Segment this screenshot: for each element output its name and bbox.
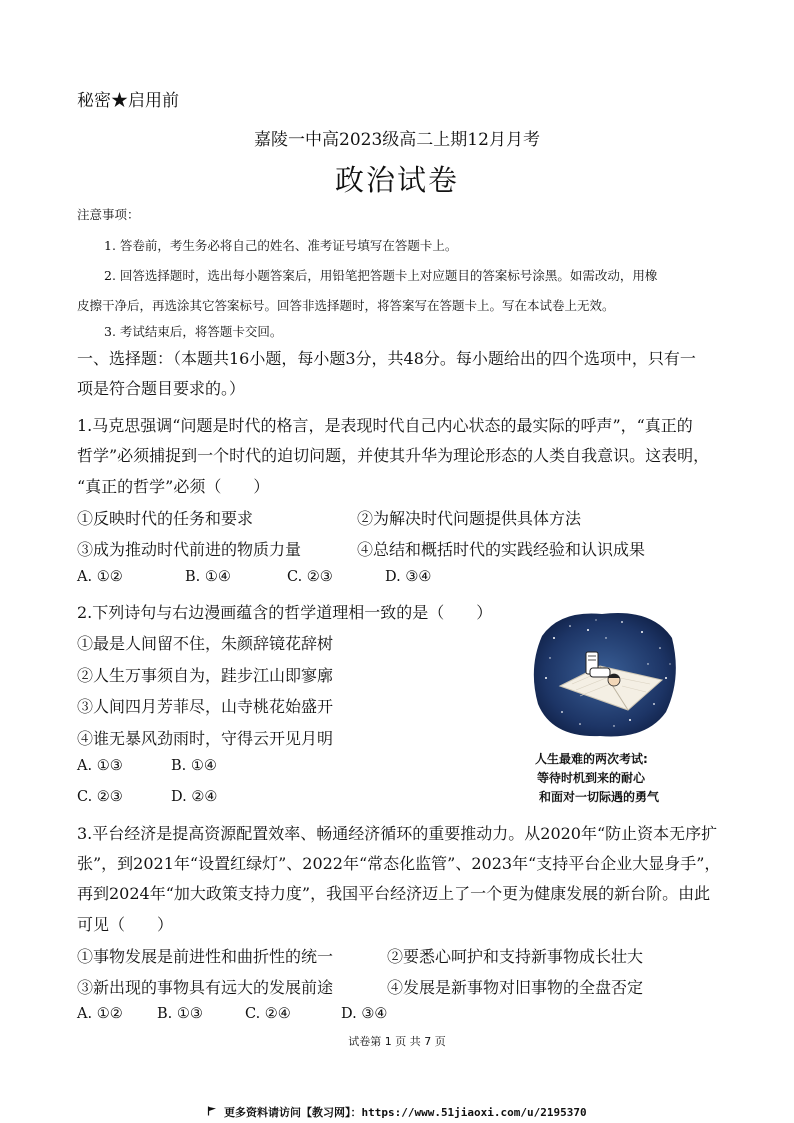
- q3-answer-d: D. ③④: [341, 1006, 388, 1022]
- q1-stem-line-2: 哲学”必须捕捉到一个时代的迫切问题，并使其升华为理论形态的人类自我意识。这表明，: [77, 446, 710, 465]
- comic-caption-line-1: 人生最难的两次考试:: [535, 752, 648, 766]
- q3-option-1: ①事物发展是前进性和曲折性的统一: [77, 947, 334, 966]
- resource-link-bar[interactable]: [0, 1104, 794, 1120]
- q2-answer-d: D. ②④: [171, 789, 218, 805]
- notice-item-3: 3. 考试结束后，将答题卡交回。: [104, 324, 283, 339]
- q2-option-1: ①最是人间留不住，朱颜辞镜花辞树: [77, 634, 334, 653]
- q1-stem-line-3: “真正的哲学”必须（ ）: [77, 477, 270, 496]
- section-heading-line-2: 项是符合题目要求的。）: [77, 379, 246, 398]
- q1-answer-d: D. ③④: [385, 569, 432, 585]
- q3-stem-line-4: 可见（ ）: [77, 915, 174, 934]
- flag-icon: [207, 1106, 217, 1116]
- confidential-label: 秘密★启用前: [77, 91, 179, 111]
- exam-title: 嘉陵一中高2023级高二上期12月月考: [254, 130, 540, 150]
- q1-option-1: ①反映时代的任务和要求: [77, 509, 254, 528]
- notice-heading: 注意事项：: [77, 207, 140, 222]
- q2-option-3: ③人间四月芳菲尽，山寺桃花始盛开: [77, 697, 334, 716]
- page-number-footer: 试卷第 1 页 共 7 页: [348, 1035, 446, 1048]
- q1-stem-line-1: 1.马克思强调“问题是时代的格言，是表现时代自己内心状态的最实际的呼声”，“真正的: [77, 416, 693, 435]
- q2-stem: 2.下列诗句与右边漫画蕴含的哲学道理相一致的是（ ）: [77, 603, 493, 622]
- q3-answer-c: C. ②④: [245, 1006, 291, 1022]
- q2-answer-c: C. ②③: [77, 789, 123, 805]
- notice-item-2-line-2: 皮擦干净后，再选涂其它答案标号。回答非选择题时，将答案写在答题卡上。写在本试卷上无效。: [77, 298, 615, 313]
- q3-stem-line-2: 张”，到2021年“设置红绿灯”、2022年“常态化监管”、2023年“支持平台企业大显身手”，: [77, 854, 721, 873]
- section-heading-line-1: 一、选择题：（本题共16小题，每小题3分，共48分。每小题给出的四个选项中，只有一: [77, 349, 696, 368]
- comic-caption-line-2: 等待时机到来的耐心: [537, 771, 646, 785]
- subject-title: 政治试卷: [334, 163, 459, 197]
- q2-answer-b: B. ①④: [171, 758, 217, 774]
- q1-answer-a: A. ①②: [77, 569, 123, 585]
- q3-option-2: ②要悉心呵护和支持新事物成长壮大: [387, 947, 644, 966]
- q3-stem-line-1: 3.平台经济是提高资源配置效率、畅通经济循环的重要推动力。从2020年“防止资本无序扩: [77, 824, 718, 843]
- comic-illustration: [530, 608, 680, 740]
- q2-option-2: ②人生万事须自为，跬步江山即寥廓: [77, 666, 334, 685]
- q1-option-2: ②为解决时代问题提供具体方法: [357, 509, 582, 528]
- comic-caption-line-3: 和面对一切际遇的勇气: [539, 790, 660, 804]
- q1-option-4: ④总结和概括时代的实践经验和认识成果: [357, 540, 646, 559]
- q1-option-3: ③成为推动时代前进的物质力量: [77, 540, 302, 559]
- q3-stem-line-3: 再到2024年“加大政策支持力度”，我国平台经济迈上了一个更为健康发展的新台阶。由此: [77, 884, 711, 903]
- q3-option-3: ③新出现的事物具有远大的发展前途: [77, 978, 334, 997]
- q1-answer-c: C. ②③: [287, 569, 333, 585]
- q3-option-4: ④发展是新事物对旧事物的全盘否定: [387, 978, 644, 997]
- notice-item-1: 1. 答卷前，考生务必将自己的姓名、准考证号填写在答题卡上。: [104, 238, 458, 253]
- notice-item-2-line-1: 2. 回答选择题时，选出每小题答案后，用铅笔把答题卡上对应题目的答案标号涂黑。如需改动，用橡: [104, 268, 658, 283]
- q3-answer-a: A. ①②: [77, 1006, 123, 1022]
- resource-link-text[interactable]: 更多资料请访问【教习网】：https://www.51jiaoxi.com/u/2195370: [223, 1106, 587, 1119]
- q1-answer-b: B. ①④: [185, 569, 231, 585]
- q3-answer-b: B. ①③: [157, 1006, 203, 1022]
- q2-option-4: ④谁无暴风劲雨时，守得云开见月明: [77, 729, 334, 748]
- q2-answer-a: A. ①③: [77, 758, 123, 774]
